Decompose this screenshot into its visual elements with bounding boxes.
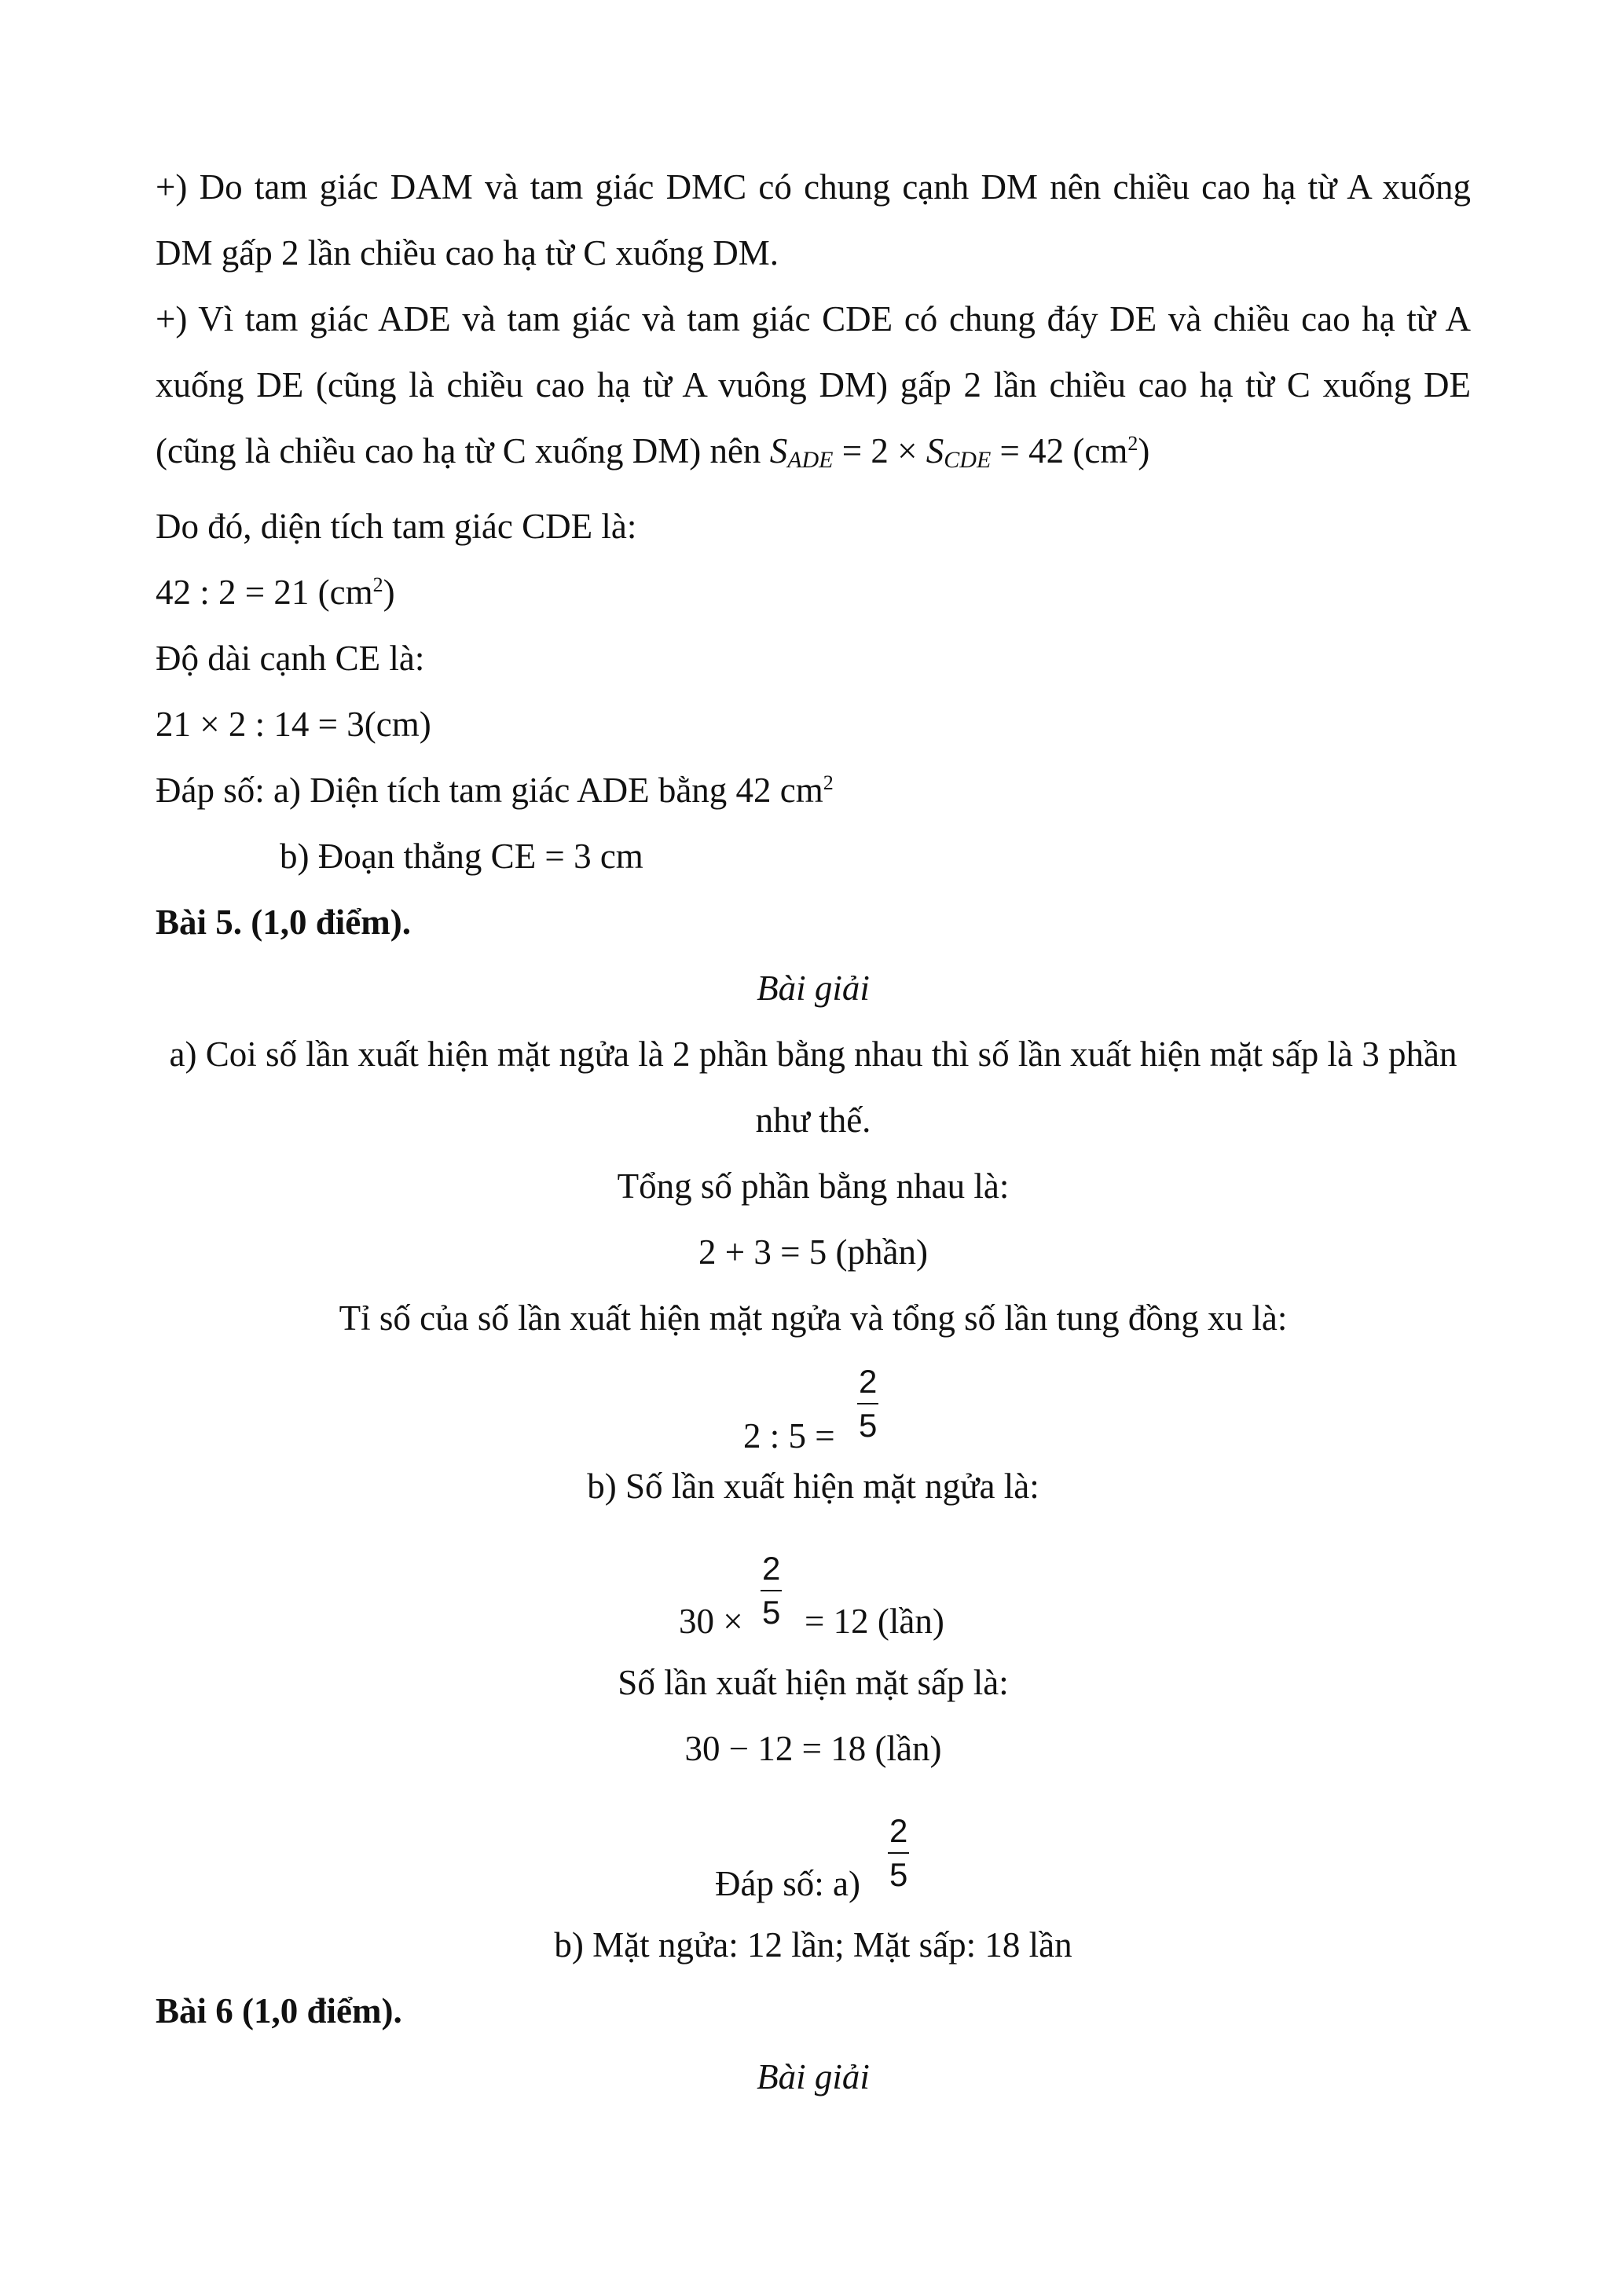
bai5-ratio-label: Tỉ số của số lần xuất hiện mặt ngửa và tổng số lần tung đồng xu là: xyxy=(339,1298,1288,1338)
line-ce-calc: 21 × 2 : 14 = 3(cm) xyxy=(156,705,431,744)
answer-a: Đáp số: a) Diện tích tam giác ADE bằng 42 $cm^2$ xyxy=(156,771,834,810)
paragraph-height-de: +) Vì tam giác ADE và tam giác và tam giác CDE có chung đáy DE và chiều cao hạ từ A xuống DE (cũng là chiều cao hạ từ A vuông DM) gấp 2 lần chiều cao hạ từ C xuống DE (cũng là chiều cao hạ từ C xuống DM) nên $S_{ADE} = 2 \times S_{CDE} = 42$ $(cm^2)$ xyxy=(156,299,1471,473)
bai5-tails-label: Số lần xuất hiện mặt sấp là: xyxy=(618,1663,1009,1702)
bai5-heading: Bài 5. (1,0 điểm). xyxy=(156,903,411,942)
bai5-answer-a: Đáp số: a) $\frac{2}{5}$ xyxy=(715,1812,908,1903)
fraction: $\frac{2}{5}$ xyxy=(859,1363,878,1444)
bai5-subtitle: Bài giải xyxy=(757,969,870,1008)
bai6-heading: Bài 6 (1,0 điểm). xyxy=(156,1991,402,2031)
line-cde-area-intro: Do đó, diện tích tam giác CDE là: xyxy=(156,507,637,546)
bai5-answer-b: b) Mặt ngửa: 12 lần; Mặt sấp: 18 lần xyxy=(554,1925,1072,1965)
bai5-total-parts-calc: 2 + 3 = 5 (phần) xyxy=(698,1232,928,1272)
bai5-part-a-intro: a) Coi số lần xuất hiện mặt ngửa là 2 phần bằng nhau thì số lần xuất hiện mặt sấp là 3 phần như thế. xyxy=(169,1034,1457,1140)
answer-b: b) Đoạn thẳng CE = 3 cm xyxy=(280,837,643,876)
bai5-tails-calc: 30 − 12 = 18 (lần) xyxy=(684,1729,942,1768)
bai6-subtitle: Bài giải xyxy=(757,2057,870,2096)
bai5-heads-label: b) Số lần xuất hiện mặt ngửa là: xyxy=(587,1467,1039,1506)
fraction: $\frac{2}{5}$ xyxy=(762,1550,781,1631)
line-ce-intro: Độ dài cạnh CE là: xyxy=(156,639,425,678)
fraction: $\frac{2}{5}$ xyxy=(889,1812,908,1893)
paragraph-height-dm: +) Do tam giác DAM và tam giác DMC có chung cạnh DM nên chiều cao hạ từ A xuống DM gấp 2 lần chiều cao hạ từ C xuống DM. xyxy=(156,167,1471,273)
bai5-ratio-calc: 2 : 5 = $\frac{2}{5}$ xyxy=(743,1363,878,1456)
line-cde-area-calc: 42 : 2 = 21 $(cm^2)$ xyxy=(156,573,395,612)
document-body xyxy=(156,154,1471,2110)
bai5-heads-calc: 30 × $\frac{2}{5}$ = 12 (lần) xyxy=(679,1550,944,1641)
bai5-total-parts-label: Tổng số phần bằng nhau là: xyxy=(617,1166,1010,1206)
